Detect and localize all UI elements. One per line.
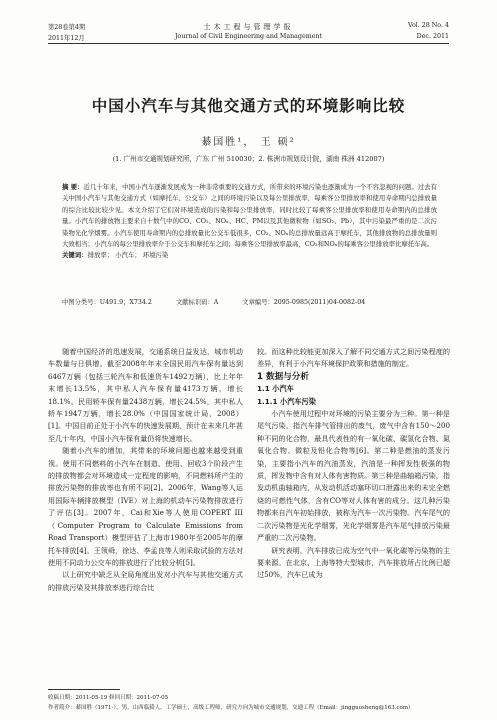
keywords-label: 关键词：: [62, 251, 88, 260]
body-column-left: [48, 346, 243, 594]
clc-number: 中图分类号：U491.9；X734.2: [62, 299, 152, 306]
issue-cn: 第28卷第4期: [48, 24, 86, 31]
body-paragraph: 以上研究中缺乏从全局角度出发对小汽车与其他交通方式的排放污染及其排放率进行综合比: [48, 570, 243, 592]
journal-en: Journal of Civil Engineering and Management: [175, 33, 322, 40]
paper-title: 中国小汽车与其他交通方式的环境影响比较: [91, 97, 406, 115]
authors: 綦国胜¹， 王 硕²: [201, 137, 296, 148]
footnote-rule: [48, 689, 120, 690]
footnote-author: 作者简介：綦国胜（1971-），男，山西临猗人，工学硕士，高级工程师，研究方向为城市交通规划，交通工程（Email：jingguosheng@163.com）: [48, 705, 414, 711]
body-paragraph: 随着小汽车的增加，其带来的环境问题也越来越受到重视。使用不同燃料的小汽车在制造、使用、回收3个阶段产生的排放物都会对环境造成一定程度的影响，不同燃料所产生的排放污染物的排放率也有所不同[2]。2006年，Wang等人运用国际车辆排放模型（IVE）对上海的机动车污染物排放进行了评估[3]。2007年，Cai和Xie等人使用COPERT III（Computer Program to Calculate Emissions from Road Transport）模型评估了上海市1980年至2005年的摩托车排放[4]。王领舜，徐达、李孟良等人则采取试验的方法对使用不同动力公交车的排放进行了比较分析[5]。: [48, 446, 243, 567]
header-rule: [48, 43, 449, 44]
abstract-block: [62, 182, 437, 262]
keywords-text: 排放率； 小汽车； 环境污染: [87, 251, 169, 260]
subsection-heading: 1.1 小汽车: [257, 384, 294, 394]
journal-cn: 土木工程与管理学报: [203, 23, 294, 31]
document-code: 文献标识码：A: [175, 299, 219, 306]
classification-line: [62, 297, 387, 306]
date-cn: 2011年12月: [48, 35, 85, 42]
running-header: [0, 0, 497, 44]
body-paragraph-continued: 较。而这种比较能更加深入了解不同交通方式之间污染程度的差异，有利于小汽车环境保护政策和措施的制定。: [257, 347, 450, 369]
body-column-right: [257, 346, 450, 582]
body-paragraph: 随着中国经济的迅速发展，交通系统日益发达，城市机动车数量与日俱增。截至2008年年末全国民用汽车保有量达到6467万辆（包括三轮汽车和低速货车1492万辆），比上年年末增长13.5%，其中私人汽车保有量4173万辆，增长18.1%。民用轿车保有量2438万辆，增长24.5%，其中私人轿车1947万辆，增长28.0%（中国国家统计局，2008）[1]。中国目前正处于小汽车的快速发展期，预计在未来几年甚至几十年内，中国小汽车保有量仍将快速增长。: [48, 347, 243, 443]
issue-en: Vol. 28 No. 4: [408, 22, 449, 29]
section-heading: 1 数据与分析: [257, 371, 309, 382]
abstract-text: 近几十年来，中国小汽车逐渐发展成为一种非常重要的交通方式，所带来的环境污染也逐渐成为一个不容忽视的问题。过去有关中国小汽车与其他交通方式（如摩托车、公交车）之间的环境污染以及每公里排放率，每乘客公里排放率和使用寿命期内总排放量的综合比较比较少见。本文介绍了它们对环境造成的污染和每公里排放率，同时比较了每乘客公里排放率和使用寿命期内的总排放量。小汽车的排放物主要来自十数气中的CO、CO₂、NOₓ、HC、PM以及其他微粒物（如SO₂、Pb），其中污染最严重的是二次污染物光化学烟雾。小汽车使用寿命期内的总排放量比公交车低很多，CO₂、NOₓ的总排放量远高于摩托车，其他排放物的总排放量则大致相当；小汽车的每公里排放率介于公交车和摩托车之间；每乘客公里排放率最高，CO₂和NOₓ的每乘客公里排放率比摩托车高。: [62, 183, 437, 249]
footnote-received: 收稿日期：2011-05-19 修回日期：2011-07-05: [48, 695, 169, 701]
affiliation: (1. 广州市交通规划研究所，广东 广州 510030；2. 株洲市规划设计院，湖南 株洲 412007): [112, 155, 385, 163]
body-paragraph: 小汽车使用过程中对环境的污染主要分为三种。第一种是尾气污染，指汽车排气管排出的废气，废气中含有150～200种不同的化合物，最具代表性的有一氧化碳、碳氢化合物、氮氧化合物、微粒及铅化合物等[6]。第二种是燃油的蒸发污染，主要指小汽车的汽油蒸发，汽油是一种挥发性极强的物质，挥发物中含有对人体有害物质。第三种是曲轴箱污染，指发动机曲轴箱内，从发动机活动塞环切口泄露出来的未完全燃烧的可燃性气体，含有CO等对人体有害的成分。这几种污染物都来自汽车初始排放，被称为汽车一次污染物。汽车尾气的二次污染物是光化学烟雾，光化学烟雾是汽车尾气排放污染最严重的二次污染物。: [257, 409, 450, 543]
article-number: 文章编号：2095-0985(2011)04-0082-04: [242, 299, 366, 306]
date-en: Dec. 2011: [416, 33, 449, 40]
subsubsection-heading: 1.1.1 小汽车污染: [257, 396, 316, 406]
abstract-label: 摘 要：: [62, 183, 84, 191]
body-paragraph: 研究表明，汽车排放已成为空气中一氧化碳等污染物的主要来源。在北京、上海等特大型城市，汽车排放所占比例已超过50%，汽车已成为: [257, 545, 450, 580]
